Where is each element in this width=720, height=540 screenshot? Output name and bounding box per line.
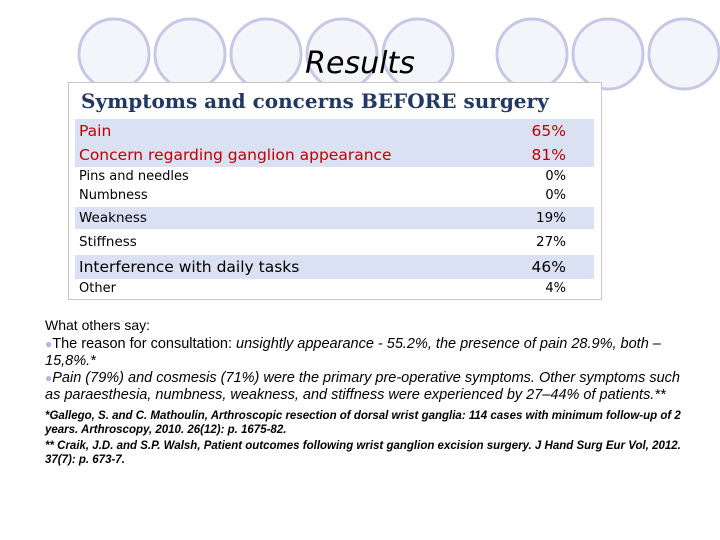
table-row-stiffness [75, 231, 594, 253]
table-row-numbness [75, 185, 594, 205]
table-row-other [75, 279, 594, 297]
reference-1: *Gallego, S. and C. Mathoulin, Arthroscopic resection of dorsal wrist ganglia: 114 cases with minimum follow-up of 2 years. Arthroscopy, 2010. 26(12): p. 1675-82. [45, 410, 681, 436]
row-value: 19% [535, 210, 566, 226]
bullet-text-plain: The reason for consultation: [52, 336, 237, 352]
row-value: 81% [531, 146, 566, 164]
bullet-text-italic: unsightly appearance - 55.2%, the presence of pain 28.9%, both – 15,8%.* [45, 336, 661, 369]
row-value: 4% [545, 280, 566, 296]
row-value: 0% [545, 187, 566, 203]
table-row-weakness [75, 207, 594, 229]
notes-section [45, 317, 685, 467]
row-value: 46% [531, 258, 566, 276]
symptoms-table [68, 82, 602, 300]
notes-heading: What others say: [45, 317, 151, 333]
row-label: Other [79, 280, 116, 296]
row-label: Pins and needles [79, 168, 189, 184]
table-row-daily-tasks [75, 255, 594, 279]
slide-title: Results [305, 46, 415, 81]
reference-2: ** Craik, J.D. and S.P. Walsh, Patient outcomes following wrist ganglion excision surgery. J Hand Surg Eur Vol, 2012. 37(7): p. 673-7. [45, 440, 681, 466]
row-label: Interference with daily tasks [79, 258, 300, 276]
row-label: Stiffness [79, 234, 137, 250]
bullet-item [45, 370, 685, 404]
row-label: Pain [79, 122, 112, 140]
bullet-item [45, 336, 685, 370]
bullet-text: Pain (79%) and cosmesis (71%) were the primary pre-operative symptoms. Other symptoms such as paraesthesia, numbness, weakness, and stiffness were experienced by 27–44% of patients.** [45, 370, 680, 403]
table-row-pain [75, 119, 594, 143]
table-row-concern-appearance [75, 143, 594, 167]
row-label: Weakness [79, 210, 147, 226]
row-label: Concern regarding ganglion appearance [79, 146, 392, 164]
table-title: Symptoms and concerns BEFORE surgery [81, 89, 549, 113]
table-row-pins-needles [75, 167, 594, 185]
row-value: 65% [531, 122, 566, 140]
row-value: 27% [535, 234, 566, 250]
circle-bullet-icon: ● [45, 337, 53, 351]
row-label: Numbness [79, 187, 148, 203]
circle-bullet-icon: ● [45, 371, 53, 385]
row-value: 0% [545, 168, 566, 184]
